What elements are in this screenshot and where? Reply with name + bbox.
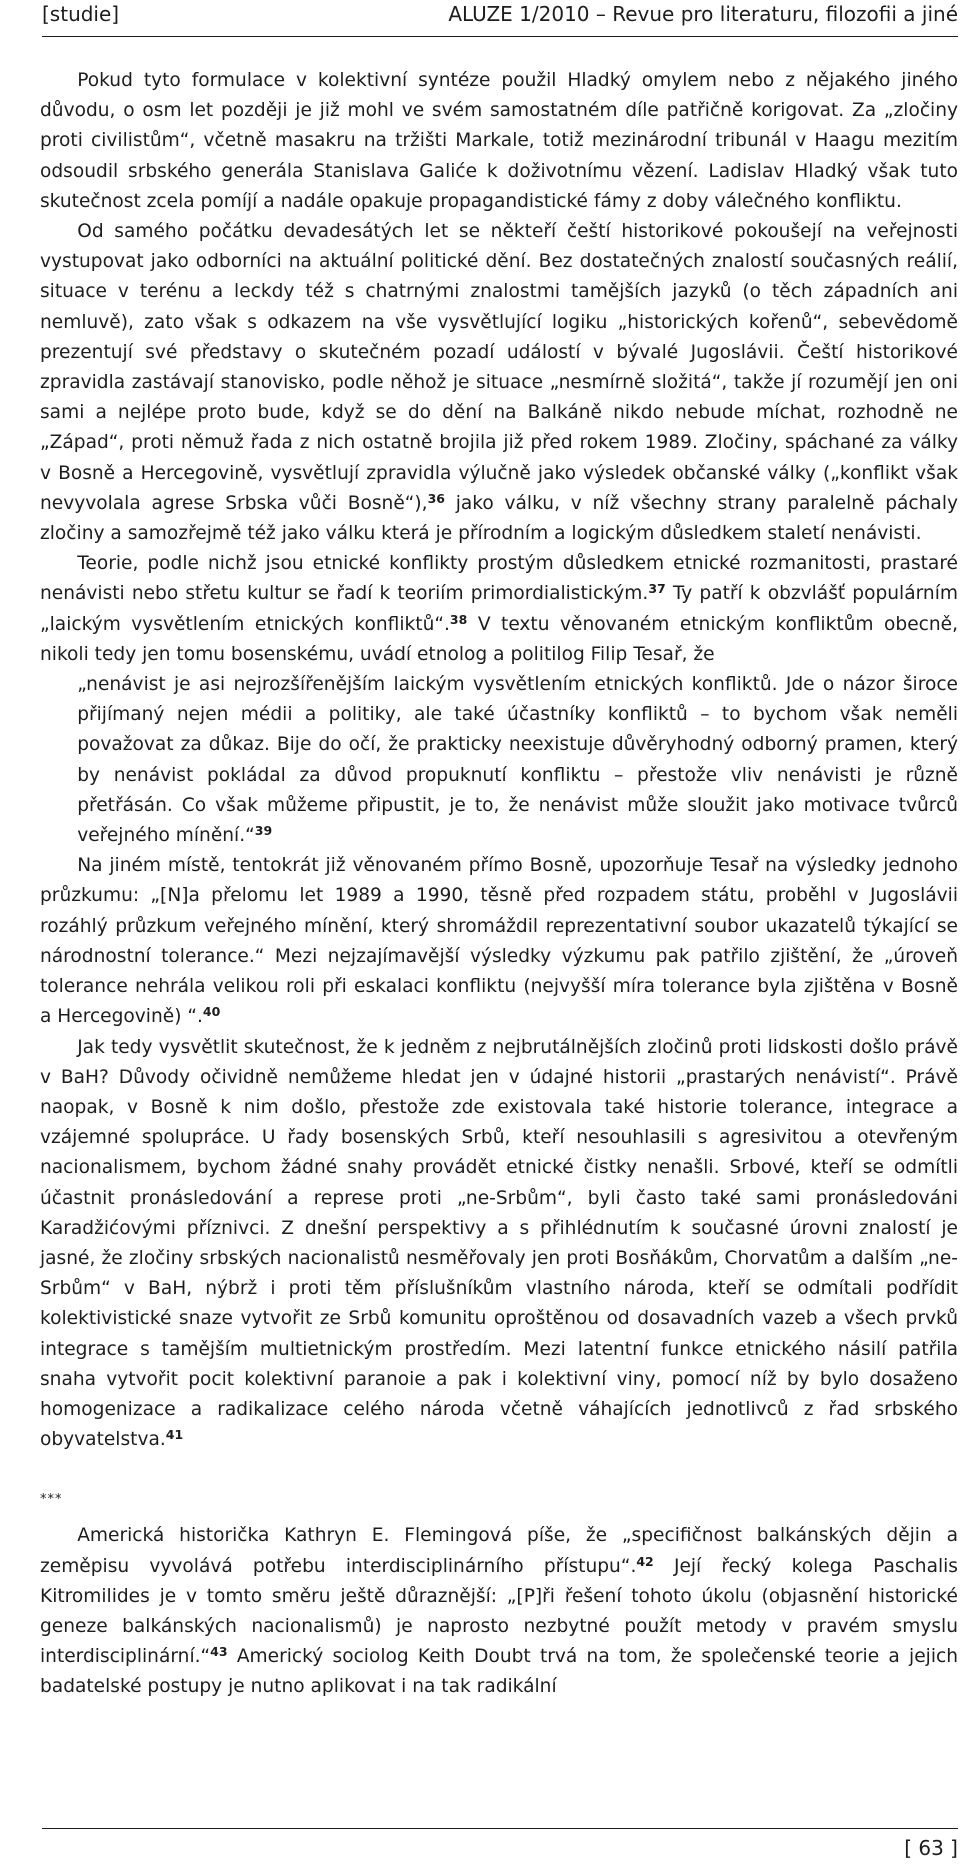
footnote-ref[interactable]: 38 bbox=[449, 611, 468, 627]
section-separator: *** bbox=[40, 1492, 63, 1508]
running-header bbox=[42, 0, 958, 34]
page-number: [ 63 ] bbox=[904, 1836, 958, 1860]
section-label: [studie] bbox=[42, 2, 120, 26]
paragraph: Pokud tyto formulace v kolektivní syntéze použil Hladký omylem nebo z nějakého jiného důvodu, o osm let později je již mohl ve svém samostatném díle patřičně korigovat. Za „zločiny proti civilistům“, včetně masakru na tržišti Markale, totiž mezinárodní tribunál v Haagu mezitím odsoudil srbského generála Stanislava Galiće k doživotnímu vězení. Ladislav Hladký však tuto skutečnost zcela pomíjí a nadále opakuje propagandistické fámy z doby válečného konfliktu. bbox=[40, 70, 958, 212]
paragraph: Americká historička Kathryn E. Flemingová píše, že „specifičnost balkánských dějin a zeměpisu vyvolává potřebu interdisciplinárního přístupu“.$^{42}$ Její řecký kolega Paschalis Kitromilides je v tomto směru ještě důraznější: „[P]ři řešení tohoto úkolu (objasnění historické geneze balkánských nacionalismů) je naprosto nezbytné použít metody v pravém smyslu interdisciplinární.“$^{43}$ Americký sociolog Keith Doubt trvá na tom, že společenské teorie a jejich badatelské postupy je nutno aplikovat i na tak radikální bbox=[40, 1525, 958, 1698]
footnote-ref[interactable]: 36 bbox=[427, 490, 445, 506]
footnote-ref[interactable]: 43 bbox=[210, 1644, 228, 1660]
footnote-ref[interactable]: 40 bbox=[202, 1004, 221, 1020]
article-body bbox=[40, 66, 958, 1703]
footnote-ref[interactable]: 37 bbox=[648, 581, 666, 597]
block-quote: „nenávist je asi nejrozšířenějším laickým vysvětlením etnických konfliktů. Jde o názor široce přijímaný nejen médii a politiky, ale také účastníky konfliktů – to bychom však neměli považovat za důkaz. Bije do očí, že prakticky neexistuje důvěryhodný odborný pramen, který by nenávist pokládal za důvod propuknutí konfliktu – přestože vliv nenávisti je různě přetřásán. Co však můžeme připustit, je to, že nenávist může sloužit jako motivace tvůrců veřejného mínění.“$^{39}$ bbox=[77, 674, 958, 847]
paragraph: Od samého počátku devadesátých let se někteří čeští historikové pokoušejí na veřejnosti vystupovat jako odborníci na aktuální politické dění. Bez dostatečných znalostí současných reálií, situace v terénu a leckdy též s chatrnými znalostmi tamějších jazyků (o těch západních ani nemluvě), zato však s odkazem na vše vysvětlující logiku „historických kořenů“, sebevědomě prezentují své představy o skutečném pozadí událostí v bývalé Jugoslávii. Čeští historikové zpravidla zastávají stanovisko, podle něhož je situace „nesmírně složitá“, takže jí rozumějí jen oni sami a nejlépe proto bude, když se do dění na Balkáně nikdo nebude míchat, rozhodně ne „Západ“, proti němuž řada z nich ostatně brojila již před rokem 1989. Zločiny, spáchané za války v Bosně a Hercegovině, vysvětlují zpravidla výlučně jako výsledek občanské války („konflikt však nevyvolala agrese Srbska vůči Bosně“),$^{36}$ jako válku, v níž všechny strany paralelně páchaly zločiny a samozřejmě též jako válku která je přírodním a logickým důsledkem staletí nenávisti. bbox=[40, 221, 958, 545]
paragraph: Teorie, podle nichž jsou etnické konflikty prostým důsledkem etnické rozmanitosti, prastaré nenávisti nebo střetu kultur se řadí k teoriím primordialistickým.$^{37}$ Ty patří k obzvlášť populárním „laickým vysvětlením etnických konfliktů“.$^{38}$ V textu věnovaném etnickým konfliktům obecně, nikoli tedy jen tomu bosenskému, uvádí etnolog a politilog Filip Tesař, že bbox=[40, 553, 958, 665]
footer-divider bbox=[42, 1828, 958, 1829]
footnote-ref[interactable]: 41 bbox=[165, 1427, 184, 1443]
footnote-ref[interactable]: 39 bbox=[254, 823, 273, 839]
journal-title: ALUZE 1/2010 – Revue pro literaturu, filozofii a jiné bbox=[448, 2, 958, 26]
paragraph: Na jiném místě, tentokrát již věnovaném přímo Bosně, upozorňuje Tesař na výsledky jednoho průzkumu: „[N]a přelomu let 1989 a 1990, těsně před rozpadem státu, proběhl v Jugoslávii rozáhlý průzkum veřejného mínění, který shromáždil reprezentativní soubor ukazatelů týkající se národnostní tolerance.“ Mezi nejzajímavější výsledky výzkumu pak patřilo zjištění, že „úroveň tolerance nehrála velikou roli při eskalaci konfliktu (nejvyšší míra tolerance byla zjištěna v Bosně a Hercegovině) “.$^{40}$ bbox=[40, 855, 958, 1028]
header-divider bbox=[42, 36, 958, 37]
paragraph: Jak tedy vysvětlit skutečnost, že k jedněm z nejbrutálnějších zločinů proti lidskosti došlo právě v BaH? Důvody očividně nemůžeme hledat jen v údajné historii „prastarých nenávistí“. Právě naopak, v Bosně k nim došlo, přestože zde existovala také historie tolerance, integrace a vzájemné spolupráce. U řady bosenských Srbů, kteří nesouhlasili s agresivitou a otevřeným nacionalismem, bychom žádné snahy provádět etnické čistky nenašli. Srbové, kteří se odmítli účastnit pronásledování a represe proti „ne-Srbům“, byli často také sami pronásledováni Karadžićovými příznivci. Z dnešní perspektivy a s přihlédnutím k současné úrovni znalostí je jasné, že zločiny srbských nacionalistů nesměřovaly jen proti Bosňákům, Chorvatům a dalším „ne-Srbům“ v BaH, nýbrž i proti těm příslušníkům vlastního národa, kteří se odmítali podřídit kolektivistické snaze vytvořit ze Srbů komunitu oproštěnou od dosavadních vazeb a všech prvků integrace s tamějším multietnickým prostředím. Mezi latentní funkce etnického násilí patřila snaha vytvořit pocit kolektivní paranoie a pak i kolektivní viny, pomocí níž by bylo dosaženo homogenizace a radikalizace celého národa včetně váhajících jednotlivců z řad srbského obyvatelstva.$^{41}$ bbox=[40, 1036, 958, 1451]
footnote-ref[interactable]: 42 bbox=[636, 1553, 654, 1569]
